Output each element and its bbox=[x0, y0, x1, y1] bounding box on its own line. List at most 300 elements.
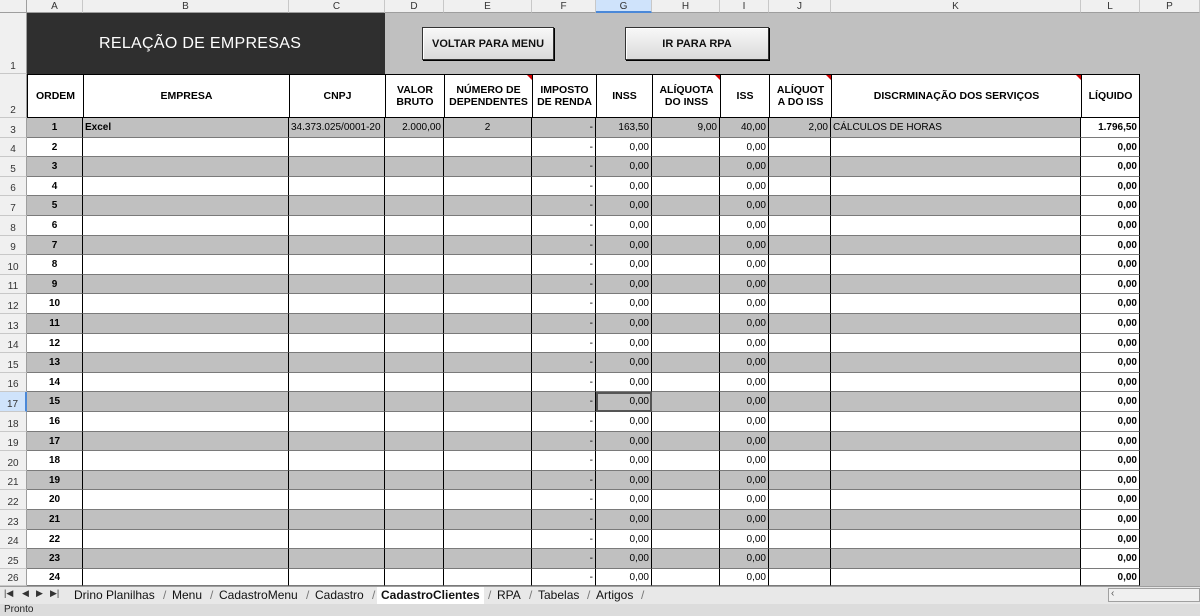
cell-valor-bruto[interactable] bbox=[385, 275, 444, 295]
cell-discriminacao[interactable] bbox=[831, 471, 1081, 491]
row-header-22[interactable]: 22 bbox=[0, 490, 27, 510]
cell-aliquota-iss[interactable]: 2,00 bbox=[769, 118, 831, 138]
cell-aliquota-iss[interactable] bbox=[769, 138, 831, 158]
cell-discriminacao[interactable] bbox=[831, 451, 1081, 471]
row-header-12[interactable]: 12 bbox=[0, 294, 27, 314]
cell-imposto-renda[interactable]: - bbox=[532, 157, 596, 177]
cell-aliquota-iss[interactable] bbox=[769, 412, 831, 432]
cell-aliquota-iss[interactable] bbox=[769, 353, 831, 373]
row-header-19[interactable]: 19 bbox=[0, 432, 27, 452]
row-header-10[interactable]: 10 bbox=[0, 255, 27, 275]
cell-imposto-renda[interactable]: - bbox=[532, 177, 596, 197]
cell-inss[interactable]: 0,00 bbox=[596, 353, 652, 373]
cell-discriminacao[interactable]: CÁLCULOS DE HORAS bbox=[831, 118, 1081, 138]
cell-dependentes[interactable] bbox=[444, 138, 532, 158]
cell-dependentes[interactable] bbox=[444, 392, 532, 412]
cell-liquido[interactable]: 0,00 bbox=[1081, 530, 1140, 550]
cell-ordem[interactable]: 24 bbox=[27, 569, 83, 586]
cell-cnpj[interactable] bbox=[289, 432, 385, 452]
cell-iss[interactable]: 0,00 bbox=[720, 490, 769, 510]
cell-cnpj[interactable] bbox=[289, 530, 385, 550]
cell-aliquota-inss[interactable] bbox=[652, 353, 720, 373]
cell-aliquota-iss[interactable] bbox=[769, 157, 831, 177]
cell-aliquota-iss[interactable] bbox=[769, 569, 831, 586]
column-header-a[interactable]: A bbox=[27, 0, 83, 13]
cell-ordem[interactable]: 16 bbox=[27, 412, 83, 432]
cell-liquido[interactable]: 0,00 bbox=[1081, 216, 1140, 236]
cell-imposto-renda[interactable]: - bbox=[532, 314, 596, 334]
cell-ordem[interactable]: 8 bbox=[27, 255, 83, 275]
cell-aliquota-iss[interactable] bbox=[769, 490, 831, 510]
cell-valor-bruto[interactable] bbox=[385, 490, 444, 510]
cell-dependentes[interactable] bbox=[444, 353, 532, 373]
cell-aliquota-iss[interactable] bbox=[769, 294, 831, 314]
cell-ordem[interactable]: 1 bbox=[27, 118, 83, 138]
cell-discriminacao[interactable] bbox=[831, 353, 1081, 373]
cell-liquido[interactable]: 0,00 bbox=[1081, 549, 1140, 569]
cell-imposto-renda[interactable]: - bbox=[532, 471, 596, 491]
cell-inss[interactable]: 0,00 bbox=[596, 569, 652, 586]
cell-valor-bruto[interactable] bbox=[385, 569, 444, 586]
cell-discriminacao[interactable] bbox=[831, 334, 1081, 354]
cell-aliquota-inss[interactable] bbox=[652, 216, 720, 236]
cell-aliquota-iss[interactable] bbox=[769, 373, 831, 393]
next-sheet-icon[interactable]: ▶ bbox=[36, 588, 43, 598]
cell-ordem[interactable]: 15 bbox=[27, 392, 83, 412]
cell-dependentes[interactable] bbox=[444, 314, 532, 334]
cell-ordem[interactable]: 23 bbox=[27, 549, 83, 569]
cell-cnpj[interactable] bbox=[289, 138, 385, 158]
cell-cnpj[interactable] bbox=[289, 196, 385, 216]
cell-aliquota-inss[interactable] bbox=[652, 392, 720, 412]
cell-iss[interactable]: 0,00 bbox=[720, 157, 769, 177]
cell-ordem[interactable]: 21 bbox=[27, 510, 83, 530]
prev-sheet-icon[interactable]: ◀ bbox=[22, 588, 29, 598]
row-header-17[interactable]: 17 bbox=[0, 392, 27, 412]
cell-inss[interactable]: 0,00 bbox=[596, 373, 652, 393]
cell-discriminacao[interactable] bbox=[831, 216, 1081, 236]
cell-imposto-renda[interactable]: - bbox=[532, 118, 596, 138]
cell-dependentes[interactable] bbox=[444, 334, 532, 354]
row-header-26[interactable]: 26 bbox=[0, 569, 27, 586]
cell-empresa[interactable] bbox=[83, 216, 289, 236]
last-sheet-icon[interactable]: ▶| bbox=[50, 588, 60, 598]
cell-aliquota-iss[interactable] bbox=[769, 314, 831, 334]
cell-imposto-renda[interactable]: - bbox=[532, 432, 596, 452]
cell-iss[interactable]: 0,00 bbox=[720, 275, 769, 295]
cell-inss[interactable]: 0,00 bbox=[596, 334, 652, 354]
cell-liquido[interactable]: 0,00 bbox=[1081, 334, 1140, 354]
cell-inss[interactable]: 0,00 bbox=[596, 412, 652, 432]
row-header-25[interactable]: 25 bbox=[0, 549, 27, 569]
cell-aliquota-iss[interactable] bbox=[769, 432, 831, 452]
cell-aliquota-inss[interactable] bbox=[652, 451, 720, 471]
cell-liquido[interactable]: 0,00 bbox=[1081, 569, 1140, 586]
cell-imposto-renda[interactable]: - bbox=[532, 138, 596, 158]
cell-aliquota-inss[interactable] bbox=[652, 157, 720, 177]
cell-cnpj[interactable] bbox=[289, 216, 385, 236]
cell-dependentes[interactable] bbox=[444, 530, 532, 550]
scroll-left-icon[interactable]: ‹ bbox=[1111, 588, 1115, 599]
cell-dependentes[interactable] bbox=[444, 275, 532, 295]
cell-aliquota-inss[interactable] bbox=[652, 510, 720, 530]
cell-dependentes[interactable] bbox=[444, 196, 532, 216]
cell-empresa[interactable] bbox=[83, 432, 289, 452]
row-header-24[interactable]: 24 bbox=[0, 530, 27, 550]
cell-empresa[interactable] bbox=[83, 138, 289, 158]
cell-iss[interactable]: 0,00 bbox=[720, 569, 769, 586]
cell-imposto-renda[interactable]: - bbox=[532, 294, 596, 314]
cell-liquido[interactable]: 0,00 bbox=[1081, 157, 1140, 177]
cell-imposto-renda[interactable]: - bbox=[532, 412, 596, 432]
cell-dependentes[interactable] bbox=[444, 177, 532, 197]
row-header-15[interactable]: 15 bbox=[0, 353, 27, 373]
cell-inss[interactable]: 163,50 bbox=[596, 118, 652, 138]
cell-dependentes[interactable] bbox=[444, 510, 532, 530]
cell-valor-bruto[interactable] bbox=[385, 530, 444, 550]
cell-iss[interactable]: 0,00 bbox=[720, 236, 769, 256]
first-sheet-icon[interactable]: |◀ bbox=[4, 588, 14, 598]
cell-inss[interactable]: 0,00 bbox=[596, 490, 652, 510]
cell-dependentes[interactable] bbox=[444, 490, 532, 510]
cell-iss[interactable]: 0,00 bbox=[720, 314, 769, 334]
cell-aliquota-inss[interactable] bbox=[652, 196, 720, 216]
cell-inss[interactable]: 0,00 bbox=[596, 451, 652, 471]
cell-aliquota-iss[interactable] bbox=[769, 471, 831, 491]
cell-iss[interactable]: 0,00 bbox=[720, 412, 769, 432]
row-header-4[interactable]: 4 bbox=[0, 138, 27, 158]
row-header-5[interactable]: 5 bbox=[0, 157, 27, 177]
cell-inss[interactable]: 0,00 bbox=[596, 196, 652, 216]
row-header-9[interactable]: 9 bbox=[0, 236, 27, 256]
cell-iss[interactable]: 0,00 bbox=[720, 334, 769, 354]
cell-valor-bruto[interactable] bbox=[385, 236, 444, 256]
cell-dependentes[interactable] bbox=[444, 412, 532, 432]
row-header-3[interactable]: 3 bbox=[0, 118, 27, 138]
cell-empresa[interactable] bbox=[83, 196, 289, 216]
cell-discriminacao[interactable] bbox=[831, 373, 1081, 393]
header-iss[interactable]: ISS bbox=[720, 74, 770, 118]
cell-imposto-renda[interactable]: - bbox=[532, 236, 596, 256]
cell-empresa[interactable] bbox=[83, 490, 289, 510]
cell-empresa[interactable] bbox=[83, 549, 289, 569]
cell-valor-bruto[interactable] bbox=[385, 216, 444, 236]
cell-inss[interactable]: 0,00 bbox=[596, 157, 652, 177]
cell-dependentes[interactable] bbox=[444, 373, 532, 393]
cell-inss[interactable]: 0,00 bbox=[596, 471, 652, 491]
cell-inss[interactable]: 0,00 bbox=[596, 432, 652, 452]
cell-aliquota-iss[interactable] bbox=[769, 196, 831, 216]
cell-ordem[interactable]: 4 bbox=[27, 177, 83, 197]
header-cnpj[interactable]: CNPJ bbox=[289, 74, 386, 118]
cell-aliquota-inss[interactable] bbox=[652, 314, 720, 334]
cell-empresa[interactable] bbox=[83, 275, 289, 295]
header-discriminacao[interactable]: DISCRMINAÇÃO DOS SERVIÇOS bbox=[831, 74, 1082, 118]
cell-aliquota-inss[interactable] bbox=[652, 294, 720, 314]
horizontal-scrollbar[interactable] bbox=[1108, 588, 1200, 602]
cell-imposto-renda[interactable]: - bbox=[532, 392, 596, 412]
column-header-l[interactable]: L bbox=[1081, 0, 1140, 13]
header-imposto-renda[interactable]: IMPOSTO DE RENDA bbox=[532, 74, 597, 118]
cell-ordem[interactable]: 7 bbox=[27, 236, 83, 256]
cell-discriminacao[interactable] bbox=[831, 255, 1081, 275]
cell-valor-bruto[interactable] bbox=[385, 255, 444, 275]
cell-valor-bruto[interactable] bbox=[385, 294, 444, 314]
header-aliquota-inss[interactable]: ALÍQUOTA DO INSS bbox=[652, 74, 721, 118]
cell-aliquota-inss[interactable] bbox=[652, 373, 720, 393]
cell-cnpj[interactable] bbox=[289, 549, 385, 569]
cell-liquido[interactable]: 0,00 bbox=[1081, 138, 1140, 158]
cell-aliquota-inss[interactable] bbox=[652, 412, 720, 432]
column-header-g[interactable]: G bbox=[596, 0, 652, 13]
cell-imposto-renda[interactable]: - bbox=[532, 196, 596, 216]
cell-liquido[interactable]: 1.796,50 bbox=[1081, 118, 1140, 138]
cell-imposto-renda[interactable]: - bbox=[532, 255, 596, 275]
cell-valor-bruto[interactable] bbox=[385, 549, 444, 569]
cell-discriminacao[interactable] bbox=[831, 432, 1081, 452]
cell-empresa[interactable] bbox=[83, 236, 289, 256]
cell-iss[interactable]: 0,00 bbox=[720, 138, 769, 158]
cell-empresa[interactable] bbox=[83, 157, 289, 177]
cell-cnpj[interactable] bbox=[289, 177, 385, 197]
cell-ordem[interactable]: 22 bbox=[27, 530, 83, 550]
cell-ordem[interactable]: 2 bbox=[27, 138, 83, 158]
cell-imposto-renda[interactable]: - bbox=[532, 530, 596, 550]
cell-discriminacao[interactable] bbox=[831, 236, 1081, 256]
cell-empresa[interactable] bbox=[83, 177, 289, 197]
row-header-1[interactable]: 1 bbox=[0, 13, 27, 74]
cell-liquido[interactable]: 0,00 bbox=[1081, 353, 1140, 373]
cell-iss[interactable]: 0,00 bbox=[720, 294, 769, 314]
cell-dependentes[interactable]: 2 bbox=[444, 118, 532, 138]
cell-empresa[interactable] bbox=[83, 412, 289, 432]
cell-imposto-renda[interactable]: - bbox=[532, 275, 596, 295]
cell-liquido[interactable]: 0,00 bbox=[1081, 275, 1140, 295]
cell-cnpj[interactable] bbox=[289, 392, 385, 412]
cell-valor-bruto[interactable] bbox=[385, 373, 444, 393]
cell-aliquota-inss[interactable] bbox=[652, 334, 720, 354]
header-dependentes[interactable]: NÚMERO DE DEPENDENTES bbox=[444, 74, 533, 118]
cell-empresa[interactable] bbox=[83, 471, 289, 491]
cell-aliquota-iss[interactable] bbox=[769, 255, 831, 275]
cell-discriminacao[interactable] bbox=[831, 294, 1081, 314]
cell-liquido[interactable]: 0,00 bbox=[1081, 294, 1140, 314]
cell-cnpj[interactable] bbox=[289, 412, 385, 432]
row-header-23[interactable]: 23 bbox=[0, 510, 27, 530]
cell-inss[interactable]: 0,00 bbox=[596, 216, 652, 236]
sheet-tab[interactable]: Cadastro bbox=[315, 588, 364, 602]
cell-liquido[interactable]: 0,00 bbox=[1081, 451, 1140, 471]
cell-aliquota-iss[interactable] bbox=[769, 451, 831, 471]
cell-valor-bruto[interactable] bbox=[385, 392, 444, 412]
header-inss[interactable]: INSS bbox=[596, 74, 653, 118]
row-header-11[interactable]: 11 bbox=[0, 275, 27, 295]
cell-iss[interactable]: 0,00 bbox=[720, 373, 769, 393]
cell-ordem[interactable]: 9 bbox=[27, 275, 83, 295]
cell-inss[interactable]: 0,00 bbox=[596, 530, 652, 550]
cell-valor-bruto[interactable] bbox=[385, 471, 444, 491]
cell-liquido[interactable]: 0,00 bbox=[1081, 471, 1140, 491]
cell-dependentes[interactable] bbox=[444, 216, 532, 236]
cell-discriminacao[interactable] bbox=[831, 177, 1081, 197]
cell-liquido[interactable]: 0,00 bbox=[1081, 510, 1140, 530]
cell-dependentes[interactable] bbox=[444, 471, 532, 491]
sheet-tab[interactable]: RPA bbox=[497, 588, 521, 602]
cell-cnpj[interactable] bbox=[289, 373, 385, 393]
cell-discriminacao[interactable] bbox=[831, 275, 1081, 295]
cell-dependentes[interactable] bbox=[444, 569, 532, 586]
cell-inss[interactable]: 0,00 bbox=[596, 255, 652, 275]
cell-aliquota-iss[interactable] bbox=[769, 530, 831, 550]
cell-cnpj[interactable] bbox=[289, 353, 385, 373]
cell-ordem[interactable]: 14 bbox=[27, 373, 83, 393]
cell-empresa[interactable] bbox=[83, 510, 289, 530]
cell-iss[interactable]: 0,00 bbox=[720, 432, 769, 452]
column-header-e[interactable]: E bbox=[444, 0, 532, 13]
cell-aliquota-iss[interactable] bbox=[769, 549, 831, 569]
cell-inss[interactable]: 0,00 bbox=[596, 275, 652, 295]
cell-discriminacao[interactable] bbox=[831, 530, 1081, 550]
cell-liquido[interactable]: 0,00 bbox=[1081, 392, 1140, 412]
cell-iss[interactable]: 0,00 bbox=[720, 353, 769, 373]
cell-ordem[interactable]: 12 bbox=[27, 334, 83, 354]
cell-iss[interactable]: 0,00 bbox=[720, 530, 769, 550]
cell-imposto-renda[interactable]: - bbox=[532, 490, 596, 510]
column-header-b[interactable]: B bbox=[83, 0, 289, 13]
cell-iss[interactable]: 0,00 bbox=[720, 216, 769, 236]
cell-cnpj[interactable] bbox=[289, 471, 385, 491]
cell-ordem[interactable]: 10 bbox=[27, 294, 83, 314]
cell-liquido[interactable]: 0,00 bbox=[1081, 177, 1140, 197]
row-header-6[interactable]: 6 bbox=[0, 177, 27, 197]
cell-aliquota-inss[interactable] bbox=[652, 177, 720, 197]
cell-cnpj[interactable] bbox=[289, 294, 385, 314]
back-to-menu-button[interactable] bbox=[422, 27, 554, 60]
cell-valor-bruto[interactable] bbox=[385, 314, 444, 334]
column-header-f[interactable]: F bbox=[532, 0, 596, 13]
header-ordem[interactable]: ORDEM bbox=[27, 74, 84, 118]
cell-valor-bruto[interactable] bbox=[385, 157, 444, 177]
cell-discriminacao[interactable] bbox=[831, 510, 1081, 530]
column-header-j[interactable]: J bbox=[769, 0, 831, 13]
cell-aliquota-inss[interactable] bbox=[652, 138, 720, 158]
cell-liquido[interactable]: 0,00 bbox=[1081, 255, 1140, 275]
row-header-18[interactable]: 18 bbox=[0, 412, 27, 432]
cell-ordem[interactable]: 19 bbox=[27, 471, 83, 491]
cell-cnpj[interactable] bbox=[289, 275, 385, 295]
column-header-k[interactable]: K bbox=[831, 0, 1081, 13]
cell-aliquota-iss[interactable] bbox=[769, 236, 831, 256]
cell-discriminacao[interactable] bbox=[831, 196, 1081, 216]
column-header-c[interactable]: C bbox=[289, 0, 385, 13]
cell-aliquota-inss[interactable] bbox=[652, 549, 720, 569]
cell-empresa[interactable] bbox=[83, 334, 289, 354]
cell-inss[interactable]: 0,00 bbox=[596, 392, 652, 412]
cell-imposto-renda[interactable]: - bbox=[532, 510, 596, 530]
header-liquido[interactable]: LÍQUIDO bbox=[1081, 74, 1140, 118]
cell-aliquota-iss[interactable] bbox=[769, 177, 831, 197]
cell-empresa[interactable] bbox=[83, 530, 289, 550]
cell-valor-bruto[interactable]: 2.000,00 bbox=[385, 118, 444, 138]
cell-ordem[interactable]: 6 bbox=[27, 216, 83, 236]
cell-aliquota-iss[interactable] bbox=[769, 392, 831, 412]
cell-empresa[interactable]: Excel bbox=[83, 118, 289, 138]
cell-aliquota-iss[interactable] bbox=[769, 275, 831, 295]
cell-valor-bruto[interactable] bbox=[385, 177, 444, 197]
cell-ordem[interactable]: 11 bbox=[27, 314, 83, 334]
sheet-tab[interactable]: Artigos bbox=[596, 588, 634, 602]
cell-ordem[interactable]: 20 bbox=[27, 490, 83, 510]
cell-imposto-renda[interactable]: - bbox=[532, 353, 596, 373]
cell-dependentes[interactable] bbox=[444, 549, 532, 569]
cell-liquido[interactable]: 0,00 bbox=[1081, 432, 1140, 452]
cell-dependentes[interactable] bbox=[444, 451, 532, 471]
cell-aliquota-iss[interactable] bbox=[769, 216, 831, 236]
cell-aliquota-iss[interactable] bbox=[769, 334, 831, 354]
cell-imposto-renda[interactable]: - bbox=[532, 549, 596, 569]
cell-iss[interactable]: 0,00 bbox=[720, 471, 769, 491]
cell-valor-bruto[interactable] bbox=[385, 412, 444, 432]
cell-valor-bruto[interactable] bbox=[385, 432, 444, 452]
cell-aliquota-inss[interactable] bbox=[652, 569, 720, 586]
cell-empresa[interactable] bbox=[83, 294, 289, 314]
cell-liquido[interactable]: 0,00 bbox=[1081, 490, 1140, 510]
cell-valor-bruto[interactable] bbox=[385, 334, 444, 354]
cell-empresa[interactable] bbox=[83, 255, 289, 275]
column-header-p[interactable]: P bbox=[1140, 0, 1200, 13]
cell-empresa[interactable] bbox=[83, 353, 289, 373]
cell-valor-bruto[interactable] bbox=[385, 138, 444, 158]
cell-dependentes[interactable] bbox=[444, 255, 532, 275]
select-all-corner[interactable] bbox=[0, 0, 27, 13]
sheet-tab[interactable]: CadastroClientes bbox=[377, 587, 484, 605]
cell-aliquota-inss[interactable]: 9,00 bbox=[652, 118, 720, 138]
cell-discriminacao[interactable] bbox=[831, 157, 1081, 177]
cell-empresa[interactable] bbox=[83, 314, 289, 334]
cell-cnpj[interactable] bbox=[289, 451, 385, 471]
cell-iss[interactable]: 0,00 bbox=[720, 392, 769, 412]
cell-aliquota-iss[interactable] bbox=[769, 510, 831, 530]
cell-inss[interactable]: 0,00 bbox=[596, 138, 652, 158]
sheet-tab[interactable]: CadastroMenu bbox=[219, 588, 298, 602]
cell-aliquota-inss[interactable] bbox=[652, 236, 720, 256]
cell-cnpj[interactable]: 34.373.025/0001-20 bbox=[289, 118, 385, 138]
cell-cnpj[interactable] bbox=[289, 490, 385, 510]
cell-iss[interactable]: 0,00 bbox=[720, 255, 769, 275]
cell-aliquota-inss[interactable] bbox=[652, 255, 720, 275]
column-header-d[interactable]: D bbox=[385, 0, 444, 13]
cell-inss[interactable]: 0,00 bbox=[596, 510, 652, 530]
cell-liquido[interactable]: 0,00 bbox=[1081, 412, 1140, 432]
cell-dependentes[interactable] bbox=[444, 432, 532, 452]
row-header-13[interactable]: 13 bbox=[0, 314, 27, 334]
header-valor-bruto[interactable]: VALOR BRUTO bbox=[385, 74, 445, 118]
cell-cnpj[interactable] bbox=[289, 157, 385, 177]
cell-imposto-renda[interactable]: - bbox=[532, 334, 596, 354]
cell-empresa[interactable] bbox=[83, 373, 289, 393]
cell-ordem[interactable]: 5 bbox=[27, 196, 83, 216]
cell-iss[interactable]: 0,00 bbox=[720, 549, 769, 569]
cell-iss[interactable]: 0,00 bbox=[720, 451, 769, 471]
cell-inss[interactable]: 0,00 bbox=[596, 177, 652, 197]
cell-inss[interactable]: 0,00 bbox=[596, 236, 652, 256]
cell-liquido[interactable]: 0,00 bbox=[1081, 373, 1140, 393]
cell-cnpj[interactable] bbox=[289, 334, 385, 354]
cell-empresa[interactable] bbox=[83, 392, 289, 412]
cell-aliquota-inss[interactable] bbox=[652, 275, 720, 295]
cell-inss[interactable]: 0,00 bbox=[596, 314, 652, 334]
cell-discriminacao[interactable] bbox=[831, 138, 1081, 158]
